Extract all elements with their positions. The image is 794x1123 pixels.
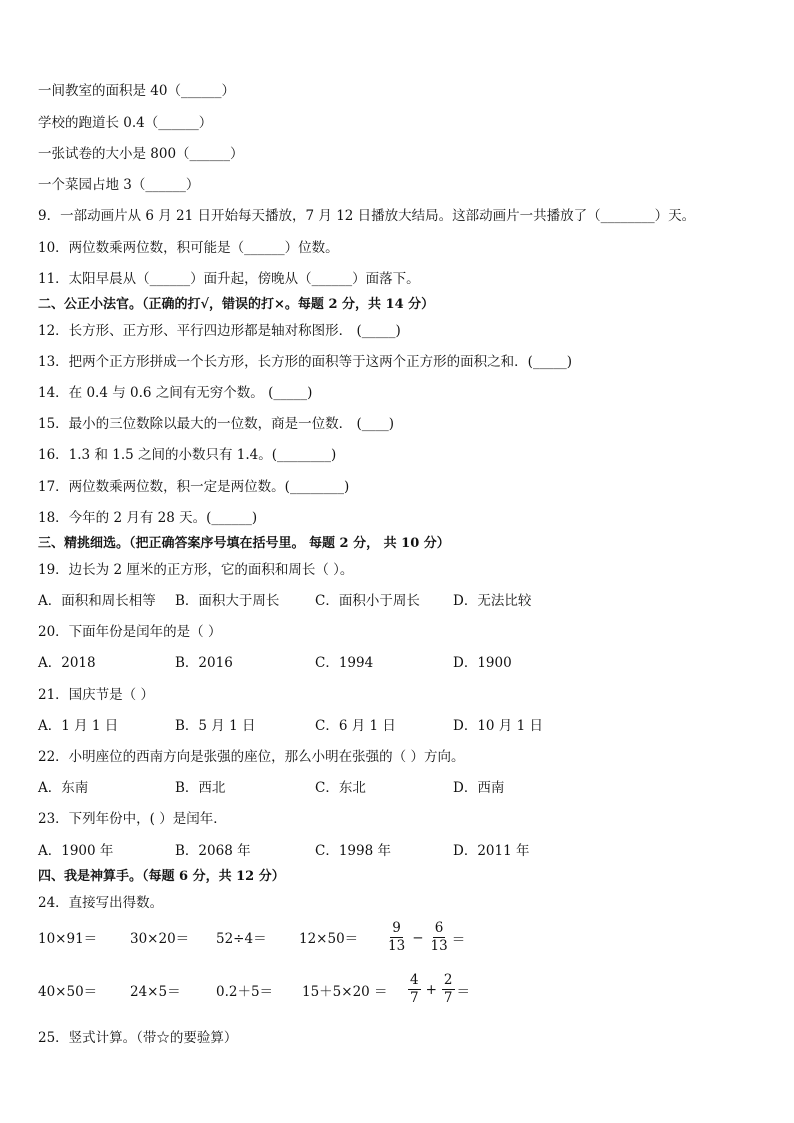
question-15: 15．最小的三位数除以最大的一位数，商是一位数． (____) xyxy=(38,416,395,432)
fraction xyxy=(386,920,407,955)
equals-sign: ＝ xyxy=(451,931,466,948)
option-d: D．西南 xyxy=(453,780,505,796)
question-21: 21．国庆节是（ ） xyxy=(38,687,154,703)
question-17: 17．两位数乘两位数，积一定是两位数。(________) xyxy=(38,479,350,495)
calc-expression: 0.2＋5＝ xyxy=(216,984,274,1000)
option-b: B．面积大于周长 xyxy=(175,593,280,609)
calc-expression: 30×20＝ xyxy=(130,931,190,947)
question-23: 23．下列年份中，( ）是闰年． xyxy=(38,811,227,827)
section-heading-2: 二、公正小法官。（正确的打√，错误的打×。每题 2 分，共 14 分） xyxy=(38,297,435,312)
question-line: 一间教室的面积是 40（______） xyxy=(38,83,235,99)
calc-expression: 24×5＝ xyxy=(130,984,181,1000)
question-11: 11．太阳早晨从（______）面升起，傍晚从（______）面落下。 xyxy=(38,271,420,287)
option-c: C．1994 xyxy=(315,655,374,671)
question-9: 9．一部动画片从 6 月 21 日开始每天播放，7 月 12 日播放大结局。这部动画片一共播放了（________）天。 xyxy=(38,208,696,224)
question-line: 一张试卷的大小是 800（______） xyxy=(38,146,244,162)
denominator: 13 xyxy=(388,938,406,954)
option-c: C．东北 xyxy=(315,780,366,796)
option-d: D．1900 xyxy=(453,655,512,671)
fraction xyxy=(408,972,421,1007)
numerator: 6 xyxy=(434,920,444,936)
option-b: B．西北 xyxy=(175,780,226,796)
option-c: C．1998 年 xyxy=(315,843,391,859)
option-b: B．2016 xyxy=(175,655,233,671)
option-d: D．无法比较 xyxy=(453,593,532,609)
calc-expression: 12×50＝ xyxy=(299,931,359,947)
option-a: A．1900 年 xyxy=(38,843,114,859)
question-14: 14．在 0.4 与 0.6 之间有无穷个数。 (_____) xyxy=(38,385,313,401)
calc-expression: 40×50＝ xyxy=(38,984,98,1000)
numerator: 4 xyxy=(410,972,419,988)
option-c: C．面积小于周长 xyxy=(315,593,420,609)
question-line: 一个菜园占地 3（______） xyxy=(38,177,200,193)
option-a: A．东南 xyxy=(38,780,89,796)
option-a: A．面积和周长相等 xyxy=(38,593,156,609)
question-24: 24．直接写出得数。 xyxy=(38,895,164,911)
numerator: 9 xyxy=(392,920,401,936)
equals-sign: ＝ xyxy=(456,983,470,1000)
section-heading-4: 四、我是神算手。（每题 6 分，共 12 分） xyxy=(38,869,285,884)
question-13: 13．把两个正方形拼成一个长方形，长方形的面积等于这两个正方形的面积之和．(_____) xyxy=(38,354,572,370)
question-20: 20．下面年份是闰年的是（ ） xyxy=(38,624,222,640)
question-12: 12．长方形、正方形、平行四边形都是轴对称图形． (_____) xyxy=(38,323,401,339)
denominator: 13 xyxy=(430,938,448,954)
question-18: 18．今年的 2 月有 28 天。(______) xyxy=(38,510,258,526)
denominator: 7 xyxy=(443,990,453,1006)
question-10: 10．两位数乘两位数，积可能是（______）位数。 xyxy=(38,240,339,256)
question-25: 25．竖式计算。（带☆的要验算） xyxy=(38,1030,238,1046)
option-d: D．2011 年 xyxy=(453,843,530,859)
calc-expression: 15＋5×20 ＝ xyxy=(302,984,388,1000)
operator: + xyxy=(425,981,437,998)
fraction xyxy=(442,972,455,1007)
option-c: C．6 月 1 日 xyxy=(315,718,396,734)
option-d: D．10 月 1 日 xyxy=(453,718,543,734)
fraction-expression xyxy=(384,920,465,955)
fraction-expression xyxy=(406,972,470,1007)
fraction xyxy=(429,920,450,955)
option-a: A．1 月 1 日 xyxy=(38,718,119,734)
option-b: B．2068 年 xyxy=(175,843,251,859)
question-line: 学校的跑道长 0.4（______） xyxy=(38,115,213,131)
calc-expression: 10×91＝ xyxy=(38,931,98,947)
question-16: 16．1.3 和 1.5 之间的小数只有 1.4。(________) xyxy=(38,447,337,463)
operator: − xyxy=(412,929,424,946)
section-heading-3: 三、精挑细选。（把正确答案序号填在括号里。 每题 2 分， 共 10 分） xyxy=(38,536,450,551)
option-a: A．2018 xyxy=(38,655,96,671)
option-b: B．5 月 1 日 xyxy=(175,718,256,734)
question-19: 19．边长为 2 厘米的正方形，它的面积和周长（ ）。 xyxy=(38,562,354,578)
numerator: 2 xyxy=(443,972,453,988)
calc-expression: 52÷4＝ xyxy=(216,931,267,947)
question-22: 22．小明座位的西南方向是张强的座位，那么小明在张强的（ ）方向。 xyxy=(38,749,465,765)
denominator: 7 xyxy=(410,990,419,1006)
